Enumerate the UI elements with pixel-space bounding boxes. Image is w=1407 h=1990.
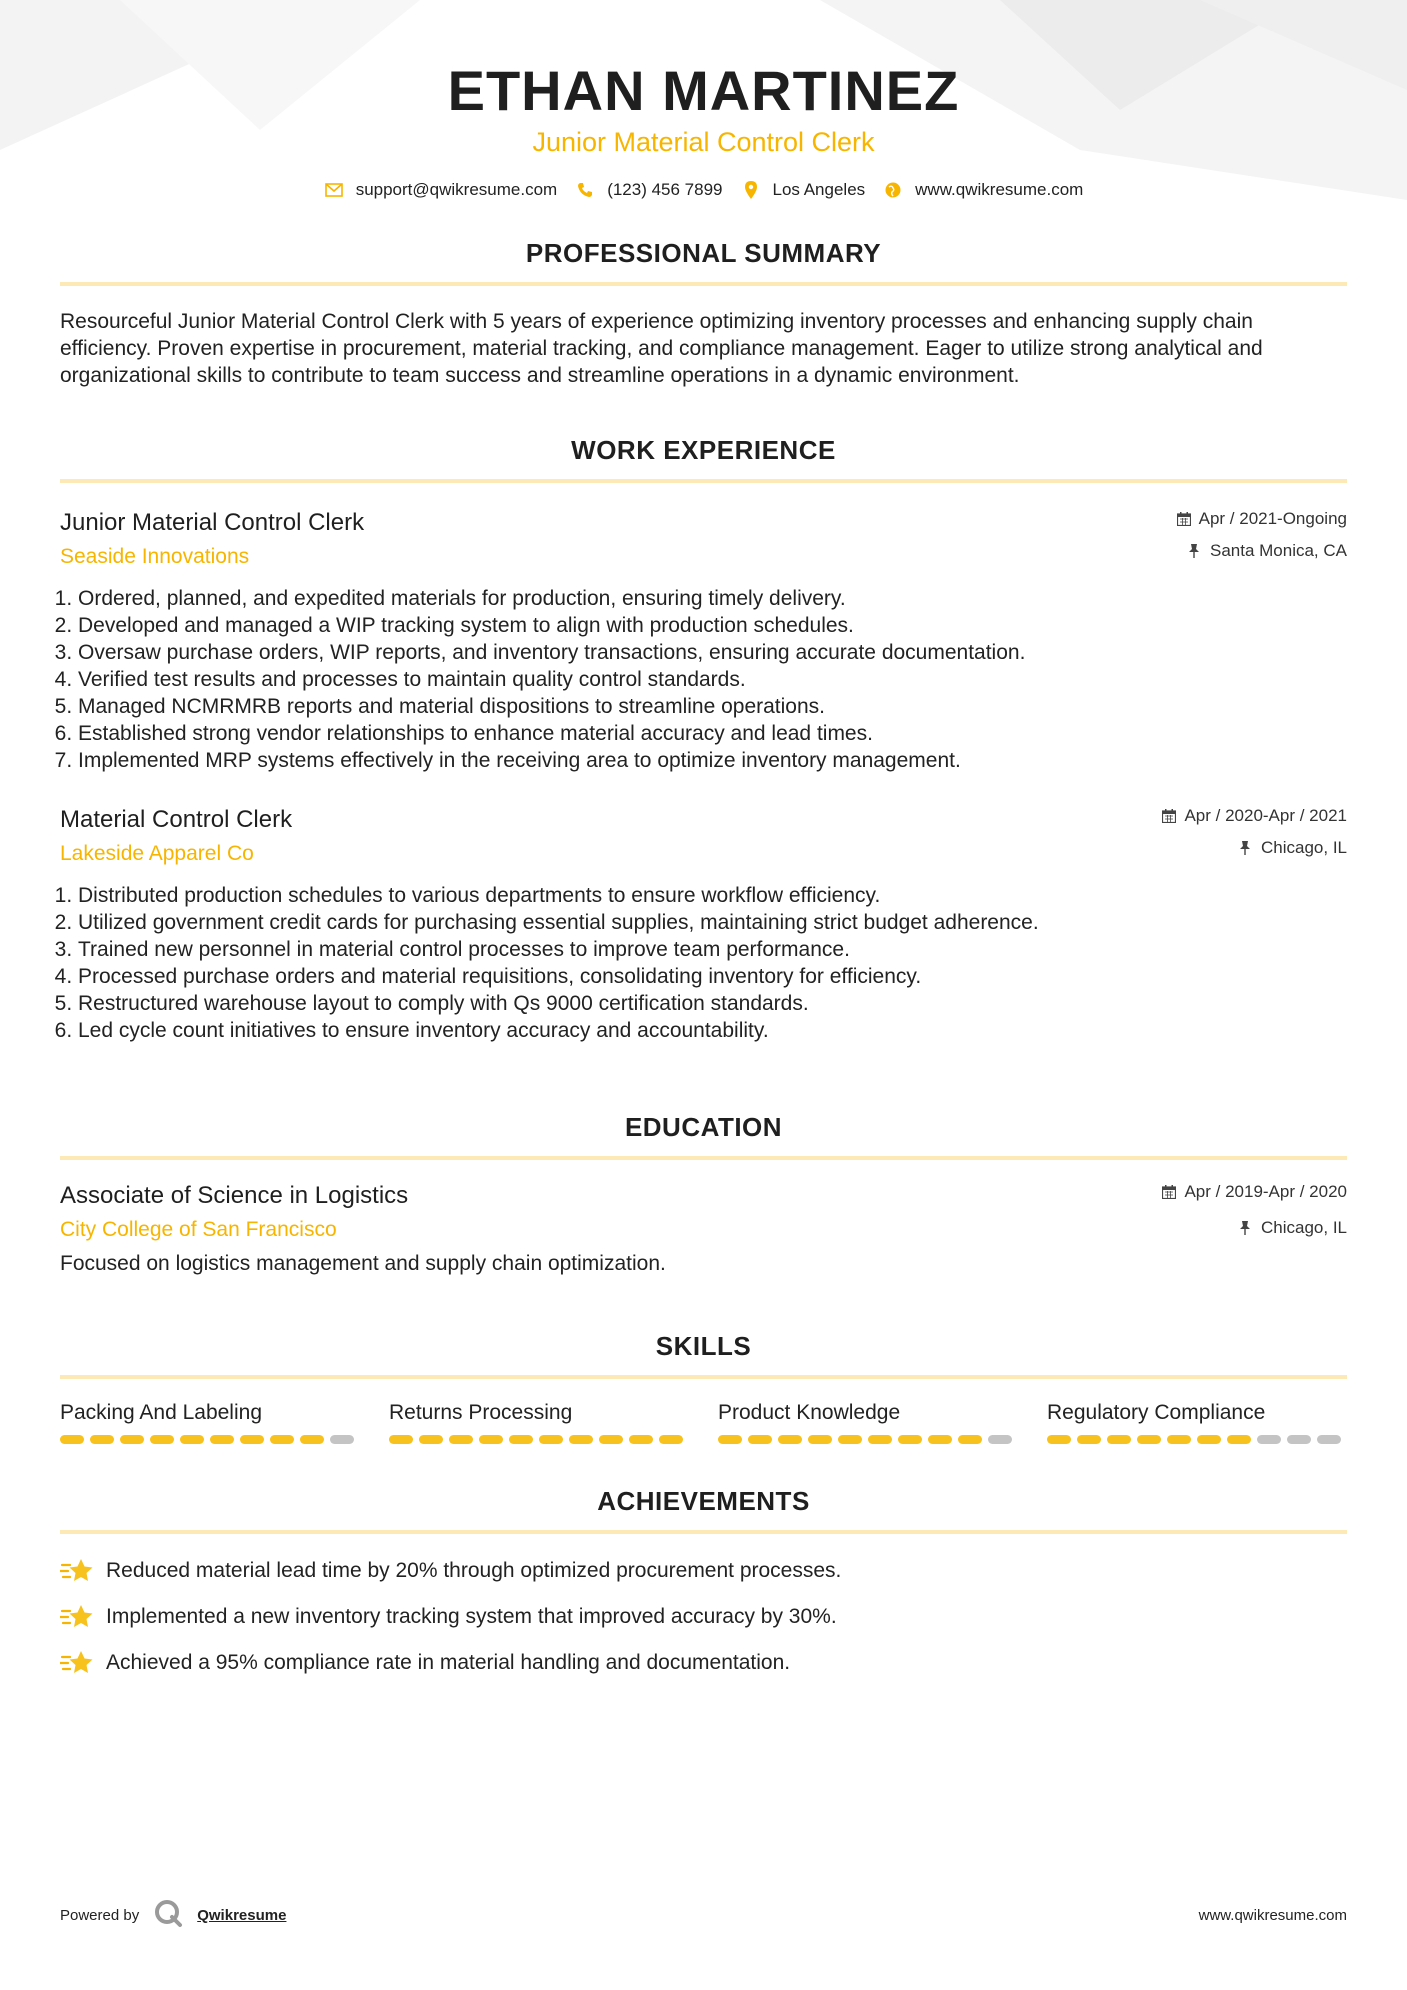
skill-dot-filled [120, 1435, 144, 1444]
education-section [60, 1110, 1347, 1277]
job-location: Santa Monica, CA [1209, 541, 1347, 560]
contact-location [741, 180, 866, 200]
job-entry [60, 804, 1347, 1044]
job-bullets [60, 585, 1347, 774]
summary-section [60, 236, 1347, 389]
skill-dot-filled [898, 1435, 922, 1444]
skills-list [60, 1399, 1347, 1444]
email-text: support@qwikresume.com [355, 180, 558, 199]
pushpin-icon [1239, 1221, 1253, 1235]
location-text: Los Angeles [772, 180, 866, 199]
skill-name: Product Knowledge [718, 1401, 901, 1424]
skill-item [718, 1399, 1018, 1444]
achievement-text: Achieved a 95% compliance rate in material handling and documentation. [106, 1651, 791, 1674]
globe-icon [883, 180, 903, 200]
skill-dot-filled [1107, 1435, 1131, 1444]
job-location: Chicago, IL [1261, 838, 1347, 857]
skill-dot-filled [599, 1435, 623, 1444]
calendar-icon [1162, 809, 1176, 823]
list-item: 1. Ordered, planned, and expedited materials for production, ensuring timely delivery. [78, 585, 1347, 612]
candidate-title: Junior Material Control Clerk [532, 127, 875, 157]
skill-item [60, 1399, 360, 1444]
skill-dot-filled [449, 1435, 473, 1444]
skill-dot-filled [389, 1435, 413, 1444]
list-item: 2. Utilized government credit cards for purchasing essential supplies, maintaining strict budget adherence. [78, 909, 1347, 936]
skill-dot-empty [1287, 1435, 1311, 1444]
skill-name: Returns Processing [389, 1401, 573, 1424]
brand-link[interactable]: Qwikresume [197, 1906, 287, 1924]
contact-phone[interactable] [575, 180, 722, 200]
job-dates: Apr / 2021-Ongoing [1198, 509, 1347, 528]
skill-rating [389, 1435, 689, 1444]
list-item: 2. Developed and managed a WIP tracking system to align with production schedules. [78, 612, 1347, 639]
job-bullets [60, 882, 1347, 1044]
section-divider [60, 1530, 1347, 1534]
achievements-list [60, 1556, 1347, 1678]
contact-website[interactable] [883, 180, 1083, 200]
list-item: 1. Distributed production schedules to various departments to ensure workflow efficiency. [78, 882, 1347, 909]
skill-dot-filled [1077, 1435, 1101, 1444]
skill-dot-filled [509, 1435, 533, 1444]
job-company: Seaside Innovations [60, 545, 250, 568]
list-item: 3. Oversaw purchase orders, WIP reports, and inventory transactions, ensuring accurate documentation. [78, 639, 1347, 666]
skill-rating [1047, 1435, 1347, 1444]
skill-dot-empty [1257, 1435, 1281, 1444]
education-heading: EDUCATION [624, 1112, 783, 1142]
qwikresume-logo-icon [153, 1898, 183, 1932]
list-item: 4. Processed purchase orders and material requisitions, consolidating inventory for efficiency. [78, 963, 1347, 990]
achievement-item [60, 1556, 1347, 1586]
education-description: Focused on logistics management and supply chain optimization. [60, 1252, 666, 1275]
skill-dot-filled [1227, 1435, 1251, 1444]
skill-dot-filled [180, 1435, 204, 1444]
skill-dot-filled [539, 1435, 563, 1444]
degree-name: Associate of Science in Logistics [60, 1182, 409, 1209]
skill-dot-filled [150, 1435, 174, 1444]
list-item: 6. Established strong vendor relationships to enhance material accuracy and lead times. [78, 720, 1347, 747]
skill-dot-filled [718, 1435, 742, 1444]
contact-bar [60, 180, 1347, 200]
skill-dot-empty [988, 1435, 1012, 1444]
skill-dot-filled [748, 1435, 772, 1444]
list-item: 3. Trained new personnel in material control processes to improve team performance. [78, 936, 1347, 963]
skill-dot-filled [838, 1435, 862, 1444]
resume-header [60, 0, 1347, 200]
list-item: 6. Led cycle count initiatives to ensure inventory accuracy and accountability. [78, 1017, 1347, 1044]
job-company: Lakeside Apparel Co [60, 842, 254, 865]
skills-section [60, 1329, 1347, 1444]
website-text: www.qwikresume.com [915, 180, 1084, 199]
achievement-item [60, 1602, 1347, 1632]
calendar-icon [1162, 1185, 1176, 1199]
star-icon [60, 1648, 94, 1678]
skill-name: Packing And Labeling [60, 1401, 262, 1424]
skill-rating [718, 1435, 1018, 1444]
calendar-icon [1177, 512, 1191, 526]
skill-dot-filled [958, 1435, 982, 1444]
list-item: 4. Verified test results and processes to maintain quality control standards. [78, 666, 1347, 693]
skill-dot-filled [1137, 1435, 1161, 1444]
footer-website[interactable]: www.qwikresume.com [1198, 1906, 1347, 1924]
skill-dot-filled [210, 1435, 234, 1444]
skills-heading: SKILLS [655, 1331, 752, 1361]
school-name: City College of San Francisco [60, 1218, 337, 1241]
achievement-text: Reduced material lead time by 20% through optimized procurement processes. [106, 1559, 842, 1582]
skill-dot-filled [419, 1435, 443, 1444]
job-role: Material Control Clerk [60, 806, 293, 833]
summary-text: Resourceful Junior Material Control Clerk with 5 years of experience optimizing inventory processes and enhancing supply chain efficiency. Proven expertise in procurement, material tracking, and compliance management. Eager to utilize strong analytical and organizational skills to contribute to team success and streamline operations in a dynamic environment. [60, 310, 1263, 387]
skill-name: Regulatory Compliance [1047, 1401, 1266, 1424]
skill-rating [60, 1435, 360, 1444]
achievements-section [60, 1484, 1347, 1678]
experience-heading: WORK EXPERIENCE [571, 435, 836, 465]
pushpin-icon [1239, 841, 1253, 855]
skill-dot-filled [569, 1435, 593, 1444]
section-divider [60, 282, 1347, 286]
skill-dot-filled [1167, 1435, 1191, 1444]
skill-dot-filled [659, 1435, 683, 1444]
skill-dot-filled [629, 1435, 653, 1444]
achievement-item [60, 1648, 1347, 1678]
star-icon [60, 1556, 94, 1586]
page-footer [60, 1898, 1347, 1932]
skill-dot-filled [1197, 1435, 1221, 1444]
skill-dot-filled [808, 1435, 832, 1444]
job-entry [60, 507, 1347, 774]
summary-heading: PROFESSIONAL SUMMARY [525, 238, 882, 268]
achievements-heading: ACHIEVEMENTS [597, 1486, 810, 1516]
skill-dot-filled [928, 1435, 952, 1444]
experience-section [60, 433, 1347, 1044]
skill-item [389, 1399, 689, 1444]
map-pin-icon [741, 180, 761, 200]
star-icon [60, 1602, 94, 1632]
education-dates: Apr / 2019-Apr / 2020 [1184, 1182, 1347, 1201]
candidate-name: ETHAN MARTINEZ [447, 59, 960, 122]
powered-by-label: Powered by [60, 1906, 140, 1924]
job-dates: Apr / 2020-Apr / 2021 [1184, 806, 1347, 825]
section-divider [60, 479, 1347, 483]
education-entry [60, 1180, 1347, 1277]
envelope-icon [324, 180, 344, 200]
skill-dot-filled [60, 1435, 84, 1444]
powered-by [60, 1898, 286, 1932]
education-location: Chicago, IL [1261, 1218, 1347, 1237]
skill-dot-filled [270, 1435, 294, 1444]
list-item: 7. Implemented MRP systems effectively in the receiving area to optimize inventory management. [78, 747, 1347, 774]
pushpin-icon [1188, 544, 1202, 558]
phone-text: (123) 456 7899 [607, 180, 723, 199]
list-item: 5. Managed NCMRMRB reports and material dispositions to streamline operations. [78, 693, 1347, 720]
skill-dot-filled [240, 1435, 264, 1444]
skill-dot-filled [1047, 1435, 1071, 1444]
list-item: 5. Restructured warehouse layout to comply with Qs 9000 certification standards. [78, 990, 1347, 1017]
skill-dot-empty [1317, 1435, 1341, 1444]
skill-dot-empty [330, 1435, 354, 1444]
job-role: Junior Material Control Clerk [60, 509, 365, 536]
achievement-text: Implemented a new inventory tracking system that improved accuracy by 30%. [106, 1605, 837, 1628]
skill-item [1047, 1399, 1347, 1444]
skill-dot-filled [868, 1435, 892, 1444]
section-divider [60, 1375, 1347, 1379]
contact-email[interactable] [324, 180, 558, 200]
phone-icon [575, 180, 595, 200]
skill-dot-filled [300, 1435, 324, 1444]
skill-dot-filled [90, 1435, 114, 1444]
skill-dot-filled [778, 1435, 802, 1444]
section-divider [60, 1156, 1347, 1160]
skill-dot-filled [479, 1435, 503, 1444]
